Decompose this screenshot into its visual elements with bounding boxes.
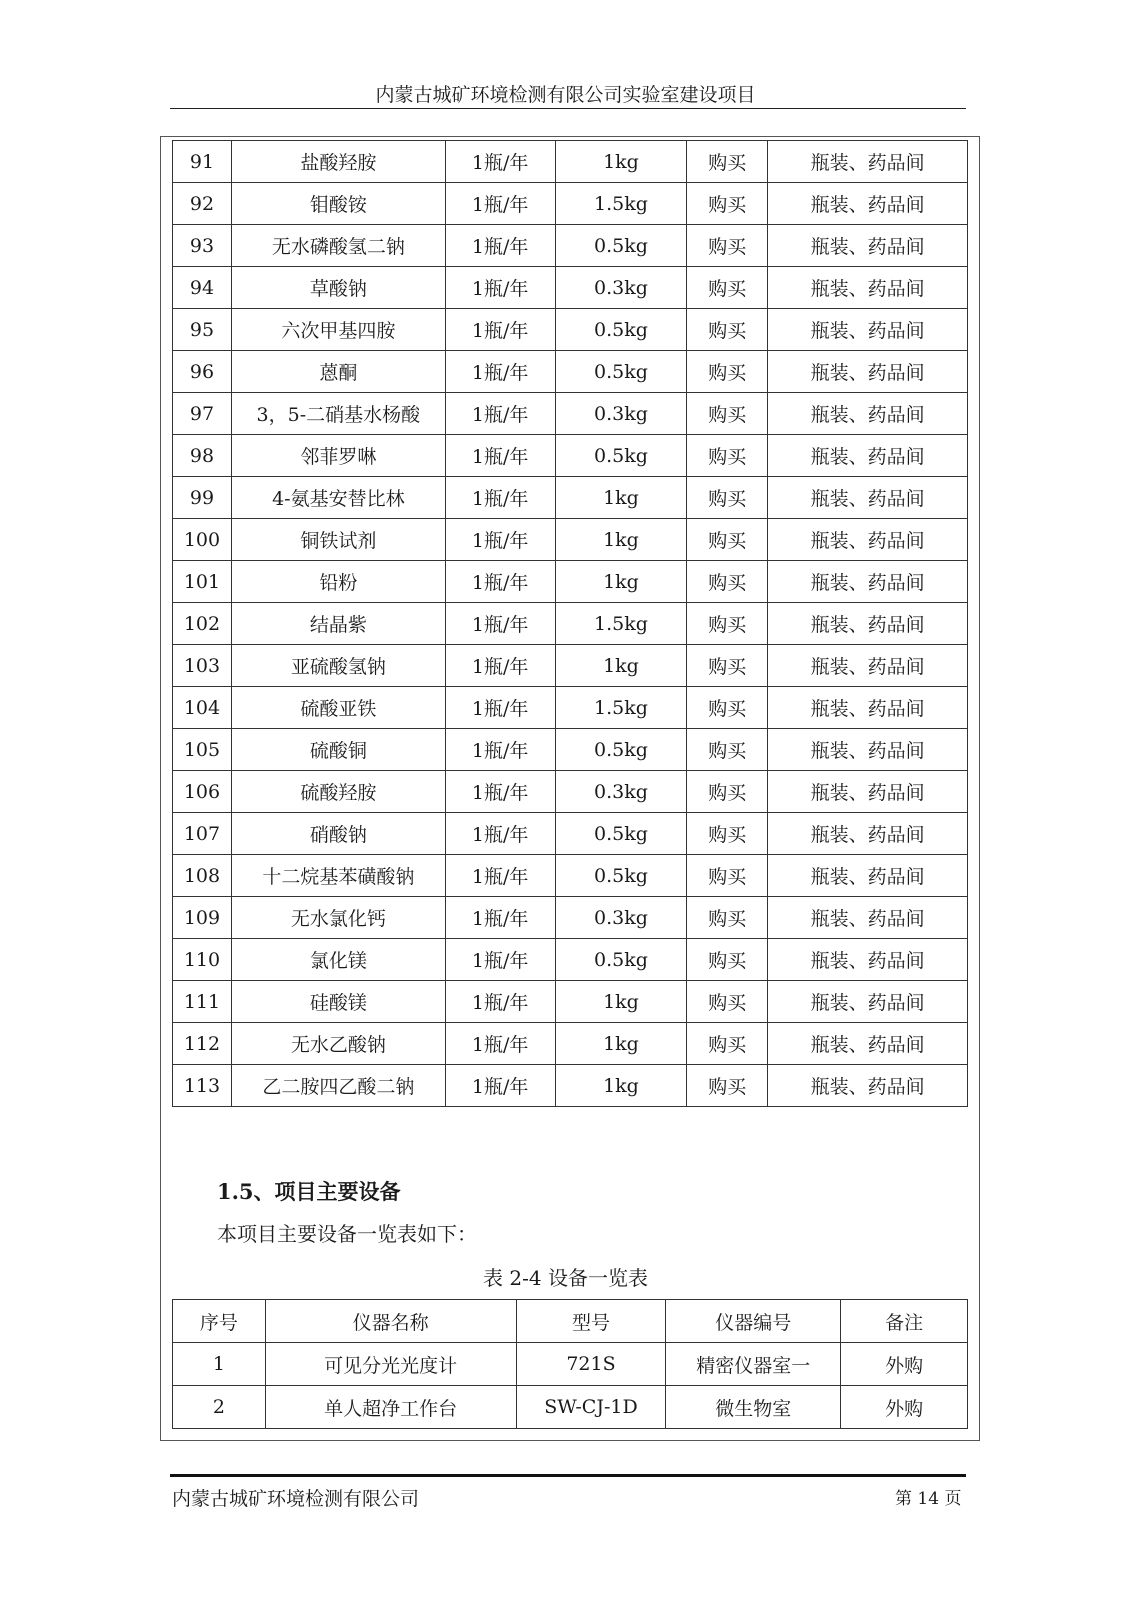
cell-source: 购买 [687, 183, 768, 225]
col-header-index: 序号 [173, 1300, 266, 1343]
cell-source: 购买 [687, 561, 768, 603]
cell-frequency: 1瓶/年 [445, 351, 555, 393]
cell-chemical-name: 钼酸铵 [231, 183, 445, 225]
table-row [173, 561, 968, 603]
cell-chemical-name: 草酸钠 [231, 267, 445, 309]
cell-source: 购买 [687, 771, 768, 813]
cell-index: 98 [173, 435, 232, 477]
cell-quantity: 0.3kg [555, 897, 687, 939]
cell-chemical-name: 蒽酮 [231, 351, 445, 393]
cell-index: 111 [173, 981, 232, 1023]
cell-quantity: 0.5kg [555, 351, 687, 393]
cell-quantity: 0.5kg [555, 729, 687, 771]
equipment-header-row [173, 1300, 968, 1343]
cell-source: 购买 [687, 141, 768, 183]
cell-remark: 外购 [841, 1343, 968, 1386]
cell-storage: 瓶装、药品间 [768, 897, 968, 939]
cell-storage: 瓶装、药品间 [768, 393, 968, 435]
cell-index: 95 [173, 309, 232, 351]
cell-index: 94 [173, 267, 232, 309]
cell-source: 购买 [687, 645, 768, 687]
cell-index: 112 [173, 1023, 232, 1065]
cell-storage: 瓶装、药品间 [768, 645, 968, 687]
cell-frequency: 1瓶/年 [445, 981, 555, 1023]
table-row [173, 267, 968, 309]
cell-source: 购买 [687, 981, 768, 1023]
cell-storage: 瓶装、药品间 [768, 267, 968, 309]
cell-storage: 瓶装、药品间 [768, 855, 968, 897]
cell-instrument-name: 单人超净工作台 [265, 1386, 516, 1429]
cell-source: 购买 [687, 1065, 768, 1107]
cell-quantity: 0.5kg [555, 309, 687, 351]
cell-storage: 瓶装、药品间 [768, 561, 968, 603]
cell-quantity: 1kg [555, 1065, 687, 1107]
section-intro: 本项目主要设备一览表如下： [217, 1222, 477, 1246]
cell-instrument-location: 精密仪器室一 [666, 1343, 841, 1386]
cell-index: 97 [173, 393, 232, 435]
cell-storage: 瓶装、药品间 [768, 141, 968, 183]
cell-frequency: 1瓶/年 [445, 1023, 555, 1065]
cell-frequency: 1瓶/年 [445, 687, 555, 729]
cell-storage: 瓶装、药品间 [768, 1023, 968, 1065]
cell-frequency: 1瓶/年 [445, 603, 555, 645]
cell-instrument-name: 可见分光光度计 [265, 1343, 516, 1386]
table-row [173, 393, 968, 435]
section-heading: 1.5、项目主要设备 [217, 1179, 401, 1204]
cell-storage: 瓶装、药品间 [768, 1065, 968, 1107]
cell-quantity: 1kg [555, 981, 687, 1023]
cell-chemical-name: 硅酸镁 [231, 981, 445, 1023]
table-row [173, 1065, 968, 1107]
cell-chemical-name: 硫酸亚铁 [231, 687, 445, 729]
cell-quantity: 1.5kg [555, 687, 687, 729]
cell-storage: 瓶装、药品间 [768, 351, 968, 393]
cell-index: 107 [173, 813, 232, 855]
equipment-table [172, 1299, 968, 1429]
cell-index: 102 [173, 603, 232, 645]
cell-frequency: 1瓶/年 [445, 1065, 555, 1107]
cell-quantity: 1.5kg [555, 183, 687, 225]
table-row [173, 309, 968, 351]
cell-frequency: 1瓶/年 [445, 477, 555, 519]
cell-index: 1 [173, 1343, 266, 1386]
cell-storage: 瓶装、药品间 [768, 813, 968, 855]
cell-instrument-location: 微生物室 [666, 1386, 841, 1429]
col-header-model: 型号 [516, 1300, 666, 1343]
cell-quantity: 0.5kg [555, 435, 687, 477]
table-row [173, 1343, 968, 1386]
cell-quantity: 0.5kg [555, 813, 687, 855]
cell-source: 购买 [687, 267, 768, 309]
cell-chemical-name: 邻菲罗啉 [231, 435, 445, 477]
cell-index: 103 [173, 645, 232, 687]
cell-frequency: 1瓶/年 [445, 309, 555, 351]
col-header-instrument-name: 仪器名称 [265, 1300, 516, 1343]
cell-chemical-name: 无水氯化钙 [231, 897, 445, 939]
cell-model: SW-CJ-1D [516, 1386, 666, 1429]
table-row [173, 519, 968, 561]
cell-chemical-name: 铅粉 [231, 561, 445, 603]
cell-frequency: 1瓶/年 [445, 561, 555, 603]
col-header-remark: 备注 [841, 1300, 968, 1343]
col-header-instrument-location: 仪器编号 [666, 1300, 841, 1343]
cell-frequency: 1瓶/年 [445, 435, 555, 477]
cell-source: 购买 [687, 435, 768, 477]
cell-source: 购买 [687, 309, 768, 351]
table-row [173, 771, 968, 813]
cell-index: 113 [173, 1065, 232, 1107]
cell-source: 购买 [687, 939, 768, 981]
cell-chemical-name: 硫酸铜 [231, 729, 445, 771]
cell-storage: 瓶装、药品间 [768, 309, 968, 351]
cell-chemical-name: 无水乙酸钠 [231, 1023, 445, 1065]
cell-storage: 瓶装、药品间 [768, 939, 968, 981]
cell-quantity: 0.3kg [555, 771, 687, 813]
cell-frequency: 1瓶/年 [445, 645, 555, 687]
cell-frequency: 1瓶/年 [445, 225, 555, 267]
cell-index: 104 [173, 687, 232, 729]
cell-storage: 瓶装、药品间 [768, 603, 968, 645]
cell-storage: 瓶装、药品间 [768, 981, 968, 1023]
table-row [173, 1023, 968, 1065]
cell-model: 721S [516, 1343, 666, 1386]
cell-source: 购买 [687, 813, 768, 855]
cell-source: 购买 [687, 897, 768, 939]
cell-quantity: 0.3kg [555, 393, 687, 435]
cell-storage: 瓶装、药品间 [768, 687, 968, 729]
table-row [173, 813, 968, 855]
cell-index: 110 [173, 939, 232, 981]
cell-frequency: 1瓶/年 [445, 771, 555, 813]
page-header-title: 内蒙古城矿环境检测有限公司实验室建设项目 [375, 84, 756, 106]
cell-frequency: 1瓶/年 [445, 939, 555, 981]
cell-index: 99 [173, 477, 232, 519]
cell-chemical-name: 铜铁试剂 [231, 519, 445, 561]
cell-index: 106 [173, 771, 232, 813]
cell-quantity: 1kg [555, 477, 687, 519]
cell-index: 100 [173, 519, 232, 561]
cell-quantity: 1kg [555, 561, 687, 603]
cell-quantity: 1kg [555, 645, 687, 687]
cell-frequency: 1瓶/年 [445, 729, 555, 771]
header-rule [170, 108, 966, 109]
cell-index: 109 [173, 897, 232, 939]
cell-frequency: 1瓶/年 [445, 519, 555, 561]
table-row [173, 141, 968, 183]
cell-index: 105 [173, 729, 232, 771]
cell-quantity: 0.5kg [555, 225, 687, 267]
cell-chemical-name: 乙二胺四乙酸二钠 [231, 1065, 445, 1107]
cell-index: 101 [173, 561, 232, 603]
cell-chemical-name: 六次甲基四胺 [231, 309, 445, 351]
table-row [173, 729, 968, 771]
cell-storage: 瓶装、药品间 [768, 519, 968, 561]
cell-storage: 瓶装、药品间 [768, 771, 968, 813]
table-row [173, 687, 968, 729]
cell-frequency: 1瓶/年 [445, 141, 555, 183]
cell-storage: 瓶装、药品间 [768, 183, 968, 225]
cell-storage: 瓶装、药品间 [768, 729, 968, 771]
table-row [173, 603, 968, 645]
cell-chemical-name: 无水磷酸氢二钠 [231, 225, 445, 267]
cell-index: 91 [173, 141, 232, 183]
chemicals-table [172, 140, 968, 1107]
cell-source: 购买 [687, 225, 768, 267]
cell-quantity: 1kg [555, 519, 687, 561]
cell-source: 购买 [687, 687, 768, 729]
cell-chemical-name: 盐酸羟胺 [231, 141, 445, 183]
footer-rule [170, 1474, 966, 1477]
cell-source: 购买 [687, 855, 768, 897]
cell-frequency: 1瓶/年 [445, 183, 555, 225]
table-row [173, 351, 968, 393]
cell-source: 购买 [687, 393, 768, 435]
cell-quantity: 1kg [555, 1023, 687, 1065]
cell-source: 购买 [687, 477, 768, 519]
cell-quantity: 0.5kg [555, 939, 687, 981]
table-row [173, 183, 968, 225]
footer-page-number: 第 14 页 [895, 1489, 962, 1509]
cell-source: 购买 [687, 603, 768, 645]
table-row [173, 1386, 968, 1429]
cell-chemical-name: 3，5-二硝基水杨酸 [231, 393, 445, 435]
cell-quantity: 0.5kg [555, 855, 687, 897]
cell-index: 2 [173, 1386, 266, 1429]
cell-source: 购买 [687, 729, 768, 771]
cell-frequency: 1瓶/年 [445, 897, 555, 939]
cell-chemical-name: 亚硫酸氢钠 [231, 645, 445, 687]
cell-chemical-name: 十二烷基苯磺酸钠 [231, 855, 445, 897]
table-row [173, 225, 968, 267]
table-row [173, 855, 968, 897]
cell-quantity: 1.5kg [555, 603, 687, 645]
table-row [173, 981, 968, 1023]
equipment-table-body [173, 1343, 968, 1429]
table-row [173, 477, 968, 519]
cell-source: 购买 [687, 519, 768, 561]
cell-storage: 瓶装、药品间 [768, 225, 968, 267]
cell-frequency: 1瓶/年 [445, 393, 555, 435]
cell-chemical-name: 4-氨基安替比林 [231, 477, 445, 519]
cell-index: 108 [173, 855, 232, 897]
cell-frequency: 1瓶/年 [445, 813, 555, 855]
cell-chemical-name: 氯化镁 [231, 939, 445, 981]
cell-chemical-name: 硫酸羟胺 [231, 771, 445, 813]
table-row [173, 897, 968, 939]
chemicals-table-body [173, 141, 968, 1107]
table-caption: 表 2-4 设备一览表 [483, 1266, 648, 1290]
cell-index: 92 [173, 183, 232, 225]
cell-source: 购买 [687, 1023, 768, 1065]
cell-storage: 瓶装、药品间 [768, 477, 968, 519]
cell-remark: 外购 [841, 1386, 968, 1429]
cell-frequency: 1瓶/年 [445, 267, 555, 309]
cell-index: 96 [173, 351, 232, 393]
table-row [173, 435, 968, 477]
cell-chemical-name: 结晶紫 [231, 603, 445, 645]
table-row [173, 645, 968, 687]
cell-source: 购买 [687, 351, 768, 393]
cell-chemical-name: 硝酸钠 [231, 813, 445, 855]
footer-company: 内蒙古城矿环境检测有限公司 [172, 1488, 420, 1510]
cell-quantity: 1kg [555, 141, 687, 183]
cell-storage: 瓶装、药品间 [768, 435, 968, 477]
cell-index: 93 [173, 225, 232, 267]
cell-quantity: 0.3kg [555, 267, 687, 309]
table-row [173, 939, 968, 981]
cell-frequency: 1瓶/年 [445, 855, 555, 897]
